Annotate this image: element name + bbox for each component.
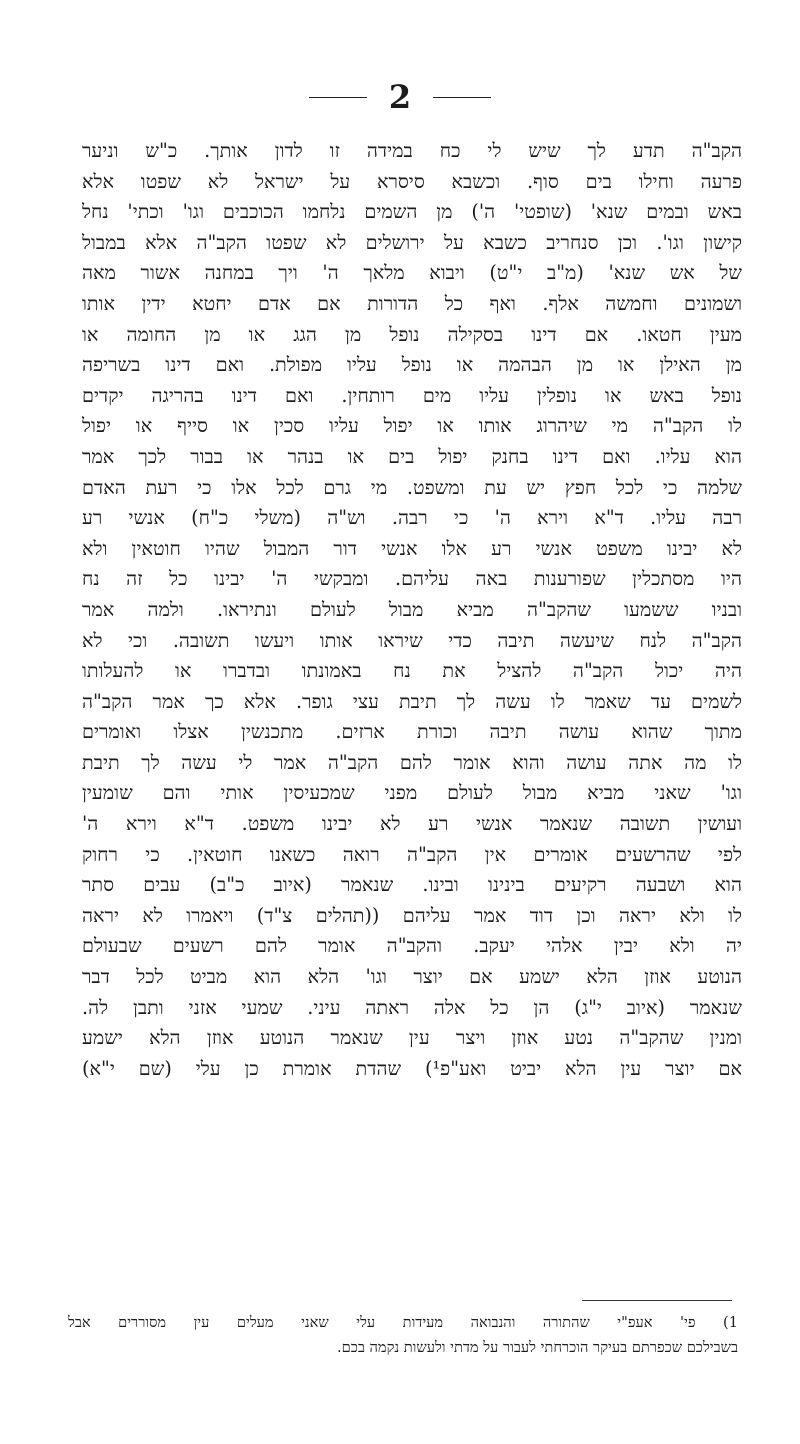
text-line: הנוטע אוזן הלא ישמע אם יוצר וגו' הלא הוא מביט לכל דבר — [82, 965, 742, 989]
footnote — [68, 1310, 738, 1360]
text-line: פרעה וחילו בים סוף. וכשבא סיסרא על ישראל לא שפטו אלא — [82, 169, 742, 193]
text-line: וגו' שאני מביא מבול לעולם מפני שמכעיסין אותי והם שומעין — [82, 781, 742, 805]
text-line: מתוך שהוא עושה תיבה וכורת ארזים. מתכנשין אצלו ואומרים — [82, 720, 742, 744]
footnote-line: בשבילכם שכפרתם בעיקר הוכרחתי לעבור על מדתי ולעשות נקמה בכם. — [336, 1339, 738, 1356]
header-rule-right — [433, 97, 491, 98]
footnote-line: 1) פי' אעפ"י שהתורה והנבואה מעידות עלי שאני מעלים עין מסוררים אבל — [68, 1314, 738, 1331]
text-line: באש ובמים שנא' (שופטי' ה') מן השמים נלחמו הכוכבים וגו' וכתי' נחל — [82, 200, 742, 224]
text-line: לו ולא יראה וכן דוד אמר עליהם ((תהלים צ"ד) ויאמרו לא יראה — [82, 903, 742, 927]
text-line: רבה עליו. ד"א וירא ה' כי רבה. וש"ה (משלי כ"ח) אנשי רע — [82, 506, 742, 530]
body-text — [82, 136, 742, 1084]
text-line: קישון וגו'. וכן סנחריב כשבא על ירושלים לא שפטו הקב"ה אלא במבול — [82, 230, 742, 254]
text-line: הקב"ה תדע לך שיש לי כח במידה זו לדון אותך. כ"ש וניער — [82, 139, 742, 162]
footnote-separator — [582, 1300, 732, 1301]
header-rule-left — [309, 97, 367, 98]
text-line: ושמונים וחמשה אלף. ואף כל הדורות אם אדם יחטא ידין אותו — [82, 291, 742, 315]
text-line: הקב"ה לנח שיעשה תיבה כדי שיראו אותו ויעשו תשובה. וכי לא — [82, 628, 742, 652]
text-line: ומנין שהקב"ה נטע אוזן ויצר עין שנאמר הנוטע אוזן הלא ישמע — [82, 1026, 742, 1050]
text-line: מן האילן או מן הבהמה או נופל עליו מפולת. ואם דינו בשריפה — [82, 353, 742, 377]
text-line: שנאמר (איוב י"ג) הן כל אלה ראתה עיני. שמעי אזני ותבן לה. — [82, 995, 742, 1019]
text-line: היו מסתכלין שפורענות באה עליהם. ומבקשי ה' יבינו כל זה נח — [82, 567, 742, 591]
text-line: לו מה אתה עושה והוא אומר להם הקב"ה אמר לי עשה לך תיבת — [82, 750, 742, 774]
text-line: אם יוצר עין הלא יביט ואע"פ¹) שהדת אומרת כן עלי (שם י"א) — [82, 1056, 742, 1080]
text-line: של אש שנא' (מ"ב י"ט) ויבוא מלאך ה' ויך במחנה אשור מאה — [82, 261, 742, 285]
text-line: מעין חטאו. אם דינו בסקילה נופל מן הגג או מן החומה או — [82, 322, 742, 346]
text-line: שלמה כי לכל חפץ יש עת ומשפט. מי גרם לכל אלו כי רעת האדם — [82, 475, 742, 499]
page-number: 2 — [388, 78, 412, 116]
page-header — [0, 72, 800, 122]
text-line: נופל באש או נופלין עליו מים רותחין. ואם דינו בהריגה יקדים — [82, 383, 742, 407]
text-line: הוא ושבעה רקיעים בינינו ובינו. שנאמר (איוב כ"ב) עבים סתר — [82, 873, 742, 897]
text-line: יה ולא יבין אלהי יעקב. והקב"ה אומר להם רשעים שבעולם — [82, 934, 742, 958]
text-line: לא יבינו משפט אנשי רע אלו אנשי דור המבול שהיו חוטאין ולא — [82, 536, 742, 560]
text-line: ובניו ששמעו שהקב"ה מביא מבול לעולם ונתיראו. ולמה אמר — [82, 597, 742, 621]
text-line: היה יכול הקב"ה להציל את נח באמונתו ובדברו או להעלותו — [82, 659, 742, 683]
text-line: לשמים עד שאמר לו עשה לך תיבת עצי גופר. אלא כך אמר הקב"ה — [82, 689, 742, 713]
text-line: לו הקב"ה מי שיהרוג אותו או יפול עליו סכין או סייף או יפול — [82, 414, 742, 438]
text-line: ועושין תשובה שנאמר אנשי רע לא יבינו משפט. ד"א וירא ה' — [82, 812, 742, 836]
text-line: הוא עליו. ואם דינו בחנק יפול בים או בנהר או בבור לכך אמר — [82, 444, 742, 468]
text-line: לפי שהרשעים אומרים אין הקב"ה רואה כשאנו חוטאין. כי רחוק — [82, 842, 742, 866]
